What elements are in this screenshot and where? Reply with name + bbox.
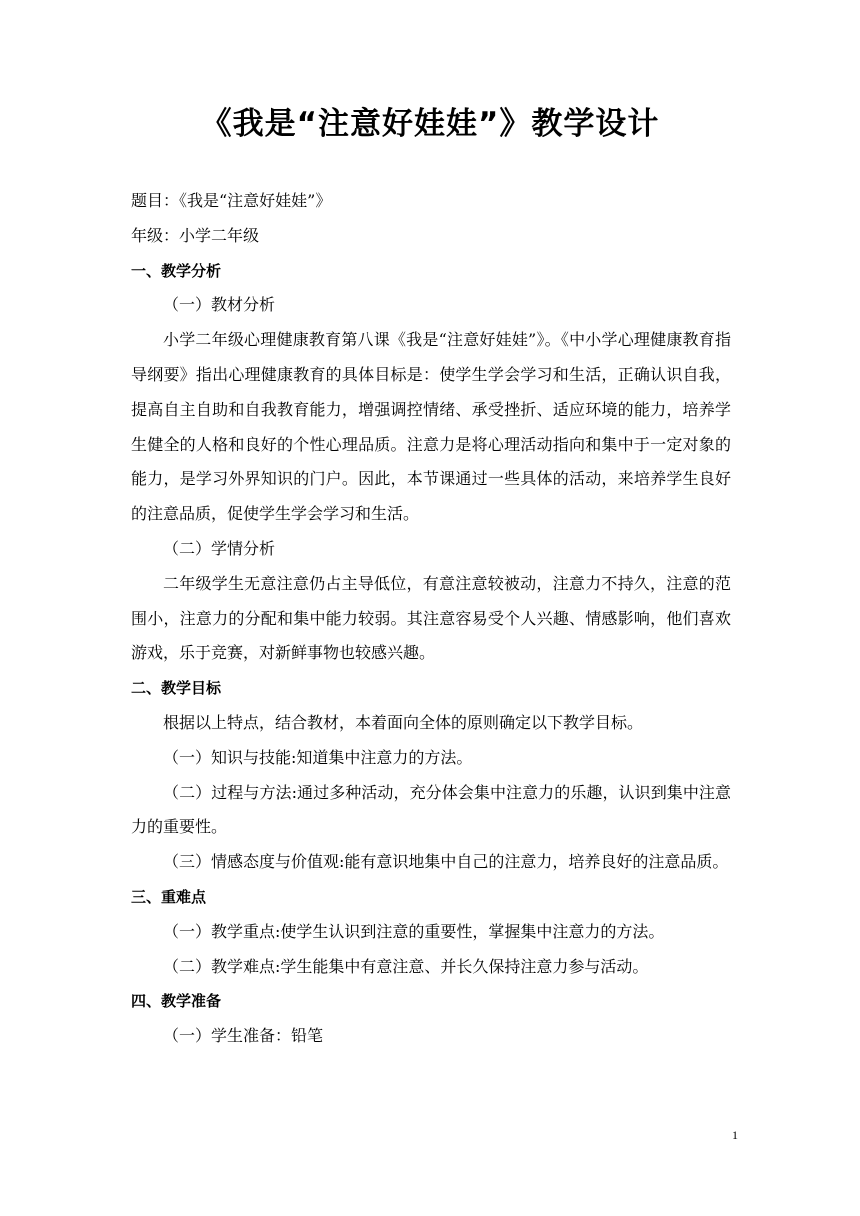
section-heading-objectives: 二、教学目标 xyxy=(131,679,222,698)
subheading-textbook-analysis: （一）教材分析 xyxy=(163,295,276,315)
paragraph-student-analysis: 二年级学生无意注意仍占主导低位，有意注意较被动，注意力不持久，注意的范围小，注意力的分配和集中能力较弱。其注意容易受个人兴趣、情感影响，他们喜欢游戏，乐于竞赛，对新鲜事物也较感兴趣。 xyxy=(131,573,731,663)
section-heading-analysis: 一、教学分析 xyxy=(131,261,222,280)
section-heading-preparation: 四、教学准备 xyxy=(131,992,222,1011)
subheading-student-analysis: （二）学情分析 xyxy=(163,538,276,558)
section-heading-key-points: 三、重难点 xyxy=(131,887,207,906)
grade-line: 年级：小学二年级 xyxy=(131,225,260,245)
key-point-focus: （一）教学重点:使学生认识到注意的重要性，掌握集中注意力的方法。 xyxy=(163,921,665,941)
paragraph-textbook-analysis: 小学二年级心理健康教育第八课《我是“注意好娃娃”》。《中小学心理健康教育指导纲要》指出心理健康教育的具体目标是：使学生学会学习和生活，正确认识自我，提高自主自助和自我教育能力，增强调控情绪、承受挫折、适应环境的能力，培养学生健全的人格和良好的个性心理品质。注意力是将心理活动指向和集中于一定对象的能力，是学习外界知识的门户。因此，本节课通过一些具体的活动，来培养学生良好的注意品质，促使学生学会学习和生活。 xyxy=(131,330,731,524)
preparation-students: （一）学生准备：铅笔 xyxy=(163,1026,324,1046)
objective-attitude: （三）情感态度与价值观:能有意识地集中自己的注意力，培养良好的注意品质。 xyxy=(163,852,729,872)
topic-line: 题目：《我是“注意好娃娃”》 xyxy=(131,191,332,210)
page-number: 1 xyxy=(732,1128,738,1142)
objective-knowledge: （一）知识与技能:知道集中注意力的方法。 xyxy=(163,747,473,767)
paragraph-objectives-intro: 根据以上特点，结合教材，本着面向全体的原则确定以下教学目标。 xyxy=(163,712,644,732)
key-point-difficulty: （二）教学难点:学生能集中有意注意、并长久保持注意力参与活动。 xyxy=(163,956,649,976)
document-body xyxy=(131,184,731,1054)
objective-process: （二）过程与方法:通过多种活动，充分体会集中注意力的乐趣，认识到集中注意力的重要性。 xyxy=(131,782,731,837)
document-title: 《我是“注意好娃娃”》教学设计 xyxy=(200,106,660,142)
